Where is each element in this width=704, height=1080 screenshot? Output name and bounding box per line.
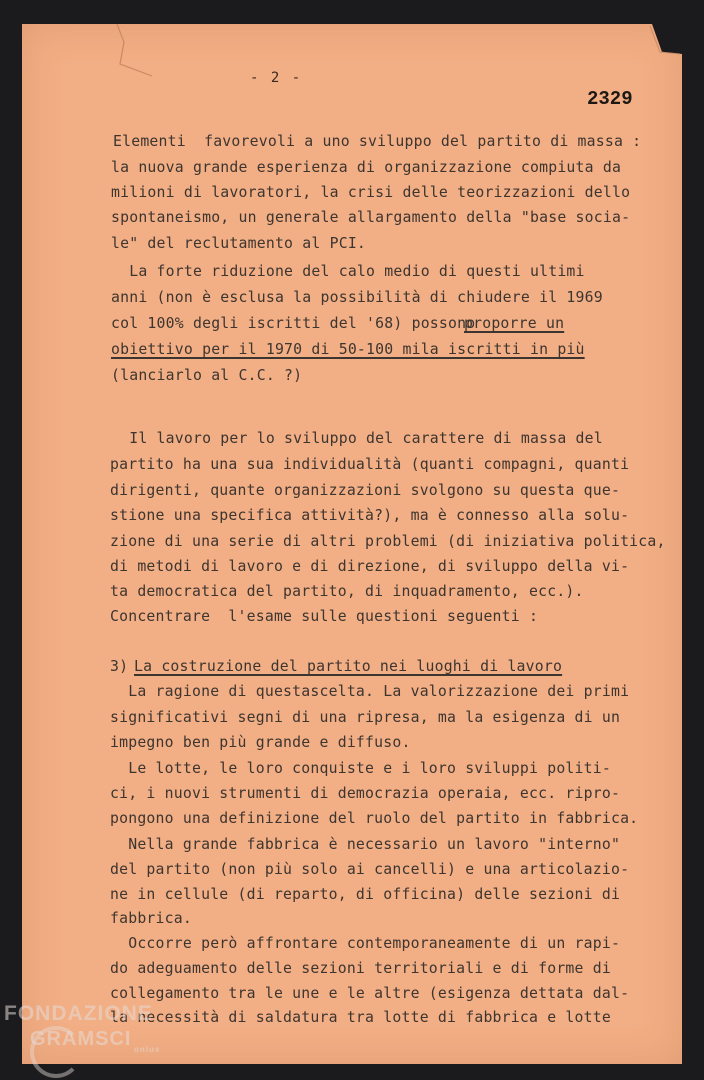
text-line: ci, i nuovi strumenti di democrazia operaia, ecc. ripro- bbox=[110, 785, 621, 802]
text-line: partito ha una sua individualità (quanti compagni, quanti bbox=[110, 456, 630, 473]
text-line: Elementi favorevoli a uno sviluppo del partito di massa : bbox=[113, 133, 642, 150]
text-line: stione una specifica attività?), ma è connesso alla solu- bbox=[110, 507, 630, 524]
text-line: ta democratica del partito, di inquadramento, ecc.). bbox=[110, 583, 584, 600]
watermark bbox=[4, 1002, 160, 1054]
text-line: Nella grande fabbrica è necessario un lavoro "interno" bbox=[110, 836, 621, 853]
text-line: Le lotte, le loro conquiste e i loro sviluppi politi- bbox=[110, 760, 611, 777]
watermark-sub: onlus bbox=[134, 1045, 161, 1054]
text-line: ne in cellule (di reparto, di officina) delle sezioni di bbox=[110, 886, 621, 903]
section-heading: La costruzione del partito nei luoghi di lavoro bbox=[134, 658, 563, 675]
text-line: La ragione di questascelta. La valorizzazione dei primi bbox=[110, 683, 630, 700]
text-line: la necessità di saldatura tra lotte di fabbrica e lotte bbox=[110, 1009, 611, 1026]
text-line: del partito (non più solo ai cancelli) e una articolazio- bbox=[110, 861, 630, 878]
text-line: spontaneismo, un generale allargamento della "base socia- bbox=[111, 209, 631, 226]
text-line: la nuova grande esperienza di organizzazione compiuta da bbox=[111, 159, 622, 176]
watermark-line1: FONDAZIONE bbox=[4, 1002, 153, 1025]
text-line: di metodi di lavoro e di direzione, di sviluppo della vi- bbox=[110, 558, 630, 575]
text-line: Occorre però affrontare contemporaneamente di un rapi- bbox=[110, 935, 621, 952]
text-line: dirigenti, quante organizzazioni svolgono su questa que- bbox=[110, 482, 621, 499]
text-line: col 100% degli iscritti del '68) possono bbox=[111, 315, 476, 332]
text-line: milioni di lavoratori, la crisi delle teorizzazioni dello bbox=[111, 184, 631, 201]
underlined-phrase: proporre un bbox=[464, 315, 565, 332]
text-line: (lanciarlo al C.C. ?) bbox=[111, 367, 303, 384]
page-number: - 2 - bbox=[250, 70, 303, 86]
text-line: le" del reclutamento al PCI. bbox=[111, 235, 367, 252]
text-line: collegamento tra le une e le altre (esigenza dettata dal- bbox=[110, 985, 630, 1002]
text-line: zione di una serie di altri problemi (di iniziativa politica, bbox=[110, 533, 666, 550]
text-line: La forte riduzione del calo medio di questi ultimi bbox=[111, 263, 585, 280]
text-line: Concentrare l'esame sulle questioni seguenti : bbox=[110, 608, 539, 625]
text-line: anni (non è esclusa la possibilità di chiudere il 1969 bbox=[111, 289, 603, 306]
underlined-objective: obiettivo per il 1970 di 50-100 mila iscritti in più bbox=[111, 341, 585, 358]
text-line: do adeguamento delle sezioni territoriali e di forme di bbox=[110, 960, 611, 977]
section-number: 3) bbox=[110, 658, 129, 675]
text-line: Il lavoro per lo sviluppo del carattere di massa del bbox=[111, 430, 603, 447]
text-line: significativi segni di una ripresa, ma la esigenza di un bbox=[110, 709, 621, 726]
text-line: impegno ben più grande e diffuso. bbox=[110, 734, 411, 751]
archive-stamp: 2329 bbox=[587, 88, 633, 110]
watermark-line2: GRAMSCI bbox=[30, 1028, 132, 1050]
text-line: pongono una definizione del ruolo del partito in fabbrica. bbox=[110, 810, 639, 827]
text-line: fabbrica. bbox=[110, 910, 192, 927]
